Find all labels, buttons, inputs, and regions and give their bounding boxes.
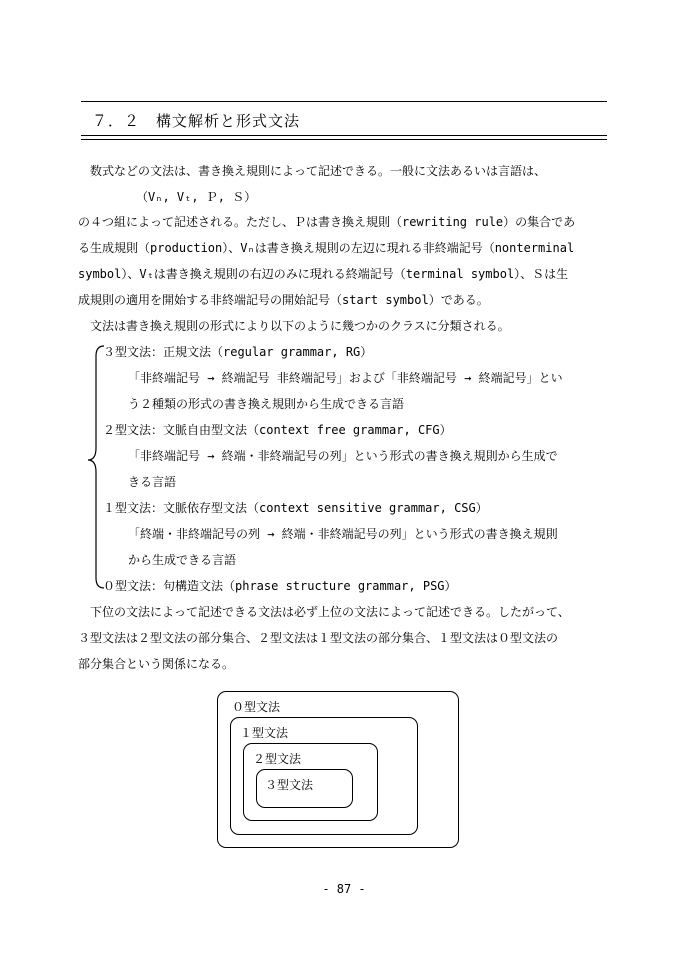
intro-line-2: の４つ組によって記述される。ただし、Ｐは書き換え規則（rewriting rule）の集合であ	[78, 215, 576, 229]
intro-line-5: 成規則の適用を開始する非終端記号の開始記号（start symbol）である。	[78, 293, 489, 307]
heading-rule-bottom-1	[81, 135, 607, 136]
type2-set-label: ２型文法	[253, 752, 302, 766]
type1-desc-line-1: 「終端・非終端記号の列 → 終端・非終端記号の列」という形式の書き換え規則	[128, 527, 558, 541]
type1-set-label: １型文法	[240, 726, 289, 740]
tuple-line: （Vₙ, Vₜ, Ｐ, Ｓ）	[136, 190, 257, 204]
intro-line-4: symbol）、Vₜは書き換え規則の右辺のみに現れる終端記号（terminal symbol）、Ｓは生	[78, 267, 569, 281]
class-intro-line: 文法は書き換え規則の形式により以下のように幾つかのクラスに分類される。	[90, 319, 510, 333]
closing-line-3: 部分集合という関係になる。	[78, 657, 235, 671]
heading-rule-top	[81, 101, 607, 102]
heading-rule-bottom-2	[81, 139, 607, 140]
section-title: ７．２ 構文解析と形式文法	[92, 112, 301, 130]
type0-title: ０型文法：句構造文法（phrase structure grammar, PSG）	[103, 579, 457, 593]
type3-set-label: ３型文法	[265, 778, 314, 792]
closing-line-1: 下位の文法によって記述できる文法は必ず上位の文法によって記述できる。したがって、	[90, 605, 570, 619]
type2-desc-line-2: きる言語	[128, 475, 177, 489]
type3-title: ３型文法：正規文法（regular grammar, RG）	[103, 345, 373, 359]
page-number: - 87 -	[322, 882, 366, 896]
intro-line-1: 数式などの文法は、書き換え規則によって記述できる。一般に文法あるいは言語は、	[90, 164, 547, 178]
type3-desc-line-1: 「非終端記号 → 終端記号 非終端記号」および「非終端記号 → 終端記号」とい	[128, 371, 563, 385]
type2-desc-line-1: 「非終端記号 → 終端・非終端記号の列」という形式の書き換え規則から生成で	[128, 449, 558, 463]
type2-title: ２型文法：文脈自由型文法（context free grammar, CFG）	[103, 423, 452, 437]
grammar-class-brace	[86, 344, 108, 590]
type1-desc-line-2: から生成できる言語	[128, 553, 237, 567]
type1-title: １型文法：文脈依存型文法（context sensitive grammar, CSG）	[103, 501, 488, 515]
type3-desc-line-2: う２種類の形式の書き換え規則から生成できる言語	[128, 397, 405, 411]
type0-set-label: ０型文法	[232, 700, 281, 714]
closing-line-2: ３型文法は２型文法の部分集合、２型文法は１型文法の部分集合、１型文法は０型文法の	[78, 631, 559, 645]
intro-line-3: る生成規則（production）、Vₙは書き換え規則の左辺に現れる非終端記号（nonterminal	[78, 241, 575, 255]
